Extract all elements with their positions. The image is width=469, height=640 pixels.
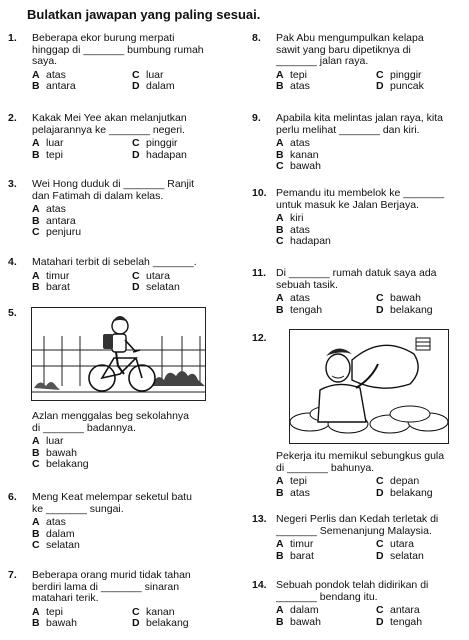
option-letter: C: [276, 160, 284, 172]
answer-option-b[interactable]: [32, 618, 77, 630]
option-letter: D: [376, 303, 384, 316]
option-letter: B: [276, 549, 284, 562]
option-text: antara: [390, 604, 420, 616]
option-letter: C: [376, 475, 384, 487]
option-text: barat: [46, 281, 70, 293]
question-text: Negeri Perlis dan Kedah terletak di: [276, 513, 439, 525]
option-letter: B: [276, 486, 284, 499]
question-text: di _______ bahunya.: [276, 461, 375, 474]
question-number: 9.: [252, 112, 261, 124]
option-text: hadapan: [290, 235, 331, 247]
option-text: atas: [46, 68, 66, 81]
option-text: belakang: [46, 458, 89, 470]
question-text: Matahari terbit di sebelah _______.: [32, 256, 197, 268]
question-number: 5.: [8, 307, 17, 319]
option-text: selatan: [390, 549, 424, 562]
question-text: Wei Hong duduk di _______ Ranjit: [32, 178, 195, 190]
option-text: kiri: [290, 212, 304, 224]
option-text: dalam: [290, 604, 319, 616]
option-text: tepi: [290, 68, 307, 81]
option-text: luar: [46, 435, 64, 447]
question-text: _______ jalan raya.: [276, 55, 369, 67]
option-letter: B: [276, 223, 284, 236]
boy-cycling-illustration: [31, 307, 206, 401]
option-text: tengah: [290, 303, 323, 316]
option-letter: B: [276, 615, 284, 628]
option-text: belakang: [146, 617, 189, 629]
answer-option-d[interactable]: [376, 81, 424, 93]
answer-option-d[interactable]: [132, 282, 180, 294]
option-letter: C: [376, 538, 384, 550]
option-letter: C: [376, 68, 384, 81]
question-number: 1.: [8, 32, 17, 44]
option-text: dalam: [146, 80, 175, 92]
question-number: 6.: [8, 491, 17, 503]
option-letter: D: [376, 549, 384, 562]
option-letter: A: [32, 605, 40, 618]
answer-option-d[interactable]: [376, 617, 422, 629]
option-letter: A: [32, 516, 40, 528]
option-text: dalam: [46, 527, 75, 540]
option-text: selatan: [46, 539, 80, 551]
option-letter: B: [32, 446, 40, 459]
option-text: bawah: [46, 446, 77, 459]
question-number: 12.: [252, 332, 267, 344]
question-text: Azlan menggalas beg sekolahnya: [32, 410, 190, 422]
question-text: untuk masuk ke Jalan Berjaya.: [276, 198, 419, 211]
question-text: ke _______ sungai.: [32, 502, 124, 515]
answer-option-b[interactable]: [276, 488, 310, 500]
option-letter: A: [32, 269, 40, 282]
answer-option-b[interactable]: [32, 81, 76, 93]
question-number: 11.: [252, 267, 267, 279]
option-letter: C: [276, 235, 284, 247]
option-text: atas: [290, 486, 310, 499]
question-text: matahari terik.: [32, 592, 99, 604]
question-text: sawit yang baru dipetiknya di: [276, 43, 411, 56]
option-letter: C: [32, 539, 40, 551]
option-letter: D: [376, 486, 384, 499]
answer-option-d[interactable]: [132, 81, 175, 93]
option-letter: B: [276, 303, 284, 316]
option-letter: D: [376, 615, 384, 628]
option-text: atas: [290, 223, 310, 236]
option-text: antara: [46, 80, 76, 92]
question-text: dan Fatimah di dalam kelas.: [32, 189, 164, 202]
option-text: tepi: [46, 148, 63, 161]
option-letter: A: [32, 68, 40, 81]
option-letter: C: [132, 269, 140, 282]
question-text: Pemandu itu membelok ke _______: [276, 187, 445, 199]
question-text: Apabila kita melintas jalan raya, kita: [276, 112, 443, 124]
option-letter: C: [376, 292, 384, 304]
option-letter: B: [32, 281, 40, 293]
option-text: hadapan: [146, 148, 187, 161]
option-text: luar: [46, 137, 64, 149]
question-text: sebuah tasik.: [276, 278, 338, 291]
option-letter: C: [32, 458, 40, 470]
question-text: Pekerja itu memikul sebungkus gula: [276, 450, 445, 462]
option-letter: D: [132, 617, 140, 629]
option-letter: A: [32, 137, 40, 149]
option-letter: A: [276, 475, 284, 487]
option-letter: C: [132, 68, 140, 81]
answer-option-b[interactable]: [32, 150, 63, 162]
option-text: luar: [146, 68, 164, 81]
question-text: _______ bendang itu.: [276, 590, 378, 603]
question-number: 2.: [8, 112, 17, 124]
answer-option-c[interactable]: [32, 459, 89, 471]
question-text: Beberapa ekor burung merpati: [32, 32, 175, 44]
option-letter: D: [132, 80, 140, 92]
option-letter: D: [132, 148, 140, 161]
answer-option-b[interactable]: [276, 551, 314, 563]
question-text: pelajarannya ke _______ negeri.: [32, 123, 185, 136]
option-text: kanan: [146, 605, 175, 618]
answer-option-c[interactable]: [32, 227, 81, 239]
answer-option-b[interactable]: [276, 617, 321, 629]
option-text: timur: [46, 269, 70, 282]
option-text: pinggir: [146, 137, 178, 149]
answer-option-c[interactable]: [276, 236, 331, 248]
option-letter: A: [32, 203, 40, 215]
question-text: hinggap di _______ bumbung rumah: [32, 43, 204, 56]
page-title: Bulatkan jawapan yang paling sesuai.: [27, 7, 261, 22]
worker-carrying-sack-illustration: [289, 329, 449, 444]
option-text: antara: [46, 214, 76, 227]
option-text: selatan: [146, 281, 180, 293]
question-text: _______ Semenanjung Malaysia.: [276, 524, 432, 537]
answer-option-b[interactable]: [276, 305, 322, 317]
option-letter: B: [32, 80, 40, 92]
option-text: tepi: [290, 475, 307, 487]
option-text: atas: [46, 516, 66, 528]
option-text: atas: [46, 203, 66, 215]
option-letter: D: [376, 80, 384, 92]
question-number: 14.: [252, 579, 267, 591]
option-letter: C: [132, 605, 140, 618]
option-text: depan: [390, 475, 420, 487]
option-text: belakang: [390, 303, 433, 316]
option-letter: B: [32, 527, 40, 540]
answer-option-d[interactable]: [376, 551, 424, 563]
option-letter: C: [32, 226, 40, 238]
option-text: kanan: [290, 148, 319, 161]
question-text: saya.: [32, 55, 58, 67]
option-letter: A: [276, 68, 284, 81]
option-text: atas: [290, 292, 310, 304]
question-number: 13.: [252, 513, 267, 525]
question-text: Di _______ rumah datuk saya ada: [276, 267, 437, 279]
option-letter: A: [276, 137, 284, 149]
option-text: tepi: [46, 605, 63, 618]
option-text: bawah: [46, 617, 77, 629]
option-text: bawah: [290, 615, 321, 628]
option-text: pinggir: [390, 68, 422, 81]
answer-option-c[interactable]: [32, 540, 80, 552]
question-text: Pak Abu mengumpulkan kelapa: [276, 32, 424, 44]
option-letter: B: [32, 214, 40, 227]
option-text: bawah: [390, 292, 421, 304]
option-text: bawah: [290, 160, 321, 172]
answer-option-b[interactable]: [276, 81, 310, 93]
option-letter: A: [276, 604, 284, 616]
answer-option-d[interactable]: [132, 150, 187, 162]
option-text: timur: [290, 538, 314, 550]
option-text: puncak: [390, 80, 424, 92]
option-letter: B: [32, 148, 40, 161]
option-text: utara: [146, 269, 170, 282]
option-text: belakang: [390, 486, 433, 499]
option-letter: A: [276, 538, 284, 550]
option-letter: A: [276, 212, 284, 224]
answer-option-d[interactable]: [376, 305, 433, 317]
question-text: Beberapa orang murid tidak tahan: [32, 569, 191, 581]
option-text: atas: [290, 137, 310, 149]
option-text: atas: [290, 80, 310, 92]
question-text: Sebuah pondok telah didirikan di: [276, 579, 429, 591]
question-number: 8.: [252, 32, 261, 44]
question-number: 4.: [8, 256, 17, 268]
question-text: Kakak Mei Yee akan melanjutkan: [32, 112, 187, 124]
option-text: tengah: [390, 615, 423, 628]
question-number: 10.: [252, 187, 267, 199]
option-letter: A: [32, 435, 40, 447]
option-letter: B: [276, 148, 284, 161]
option-text: barat: [290, 549, 314, 562]
answer-option-d[interactable]: [376, 488, 433, 500]
question-text: Meng Keat melempar seketul batu: [32, 491, 192, 503]
option-letter: B: [276, 80, 284, 92]
question-text: di _______ badannya.: [32, 421, 136, 434]
question-text: perlu melihat _______ dan kiri.: [276, 123, 420, 136]
option-letter: C: [376, 604, 384, 616]
option-letter: A: [276, 292, 284, 304]
answer-option-c[interactable]: [276, 161, 321, 173]
answer-option-b[interactable]: [32, 282, 70, 294]
option-letter: B: [32, 617, 40, 629]
question-number: 7.: [8, 569, 17, 581]
question-text: berdiri lama di _______ sinaran: [32, 580, 180, 593]
question-number: 3.: [8, 178, 17, 190]
answer-option-d[interactable]: [132, 618, 189, 630]
option-letter: D: [132, 281, 140, 293]
option-text: penjuru: [46, 226, 82, 238]
option-letter: C: [132, 137, 140, 149]
option-text: utara: [390, 538, 414, 550]
